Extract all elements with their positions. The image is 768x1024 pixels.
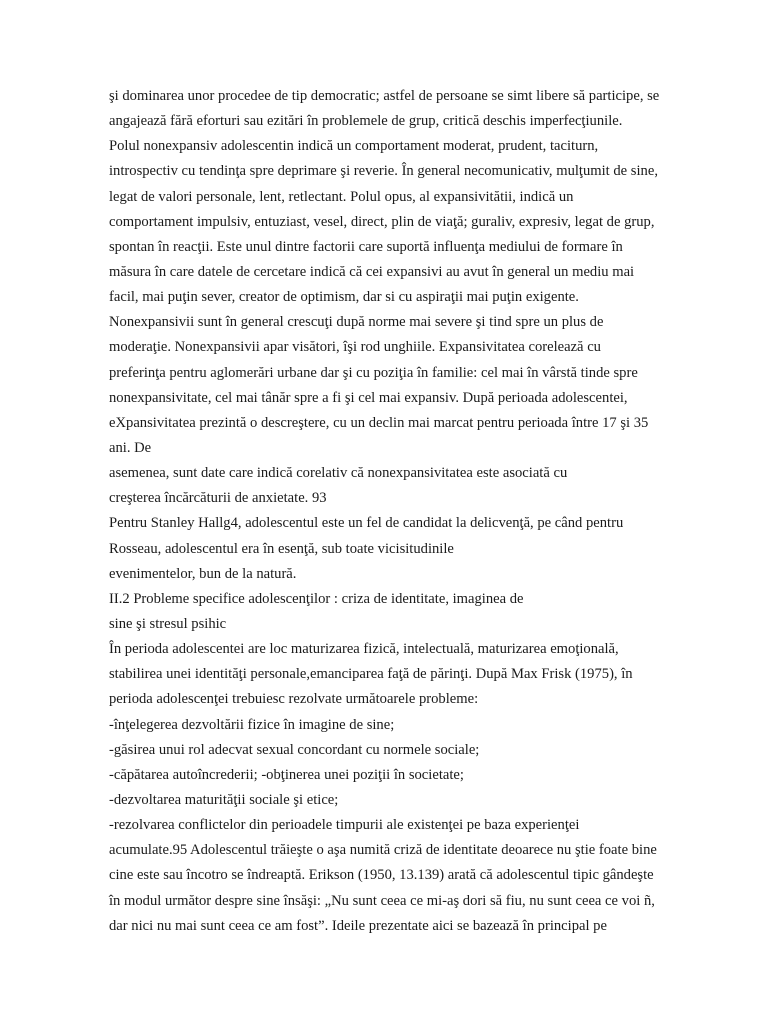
text-line: creşterea încărcăturii de anxietate. 93 [109,490,327,507]
text-line: angajează fără eforturi sau ezitări în problemele de grup, critică deschis imperfecţiunile. [109,113,623,130]
text-line: Nonexpansivii sunt în general crescuţi după norme mai severe şi tind spre un plus de [109,314,604,331]
list-item: -înţelegerea dezvoltării fizice în imagine de sine; [109,716,395,733]
text-line: legat de valori personale, lent, retlectant. Polul opus, al expansivitătii, indică un [109,188,574,205]
list-item: -rezolvarea conflictelor din perioadele timpurii ale existenţei pe baza experienţei [109,817,580,834]
text-line: măsura în care datele de cercetare indică că cei expansivi au avut în general un mediu mai [109,263,635,280]
text-line: perioda adolescenţei trebuiesc rezolvate următoarele probleme: [109,691,479,708]
list-item: -găsirea unui rol adecvat sexual concordant cu normele sociale; [109,741,480,758]
text-line: evenimentelor, bun de la natură. [109,565,297,582]
text-line: în modul următor despre sine însăşi: „Nu sunt ceea ce mi-aş dori să fiu, nu sunt ceea ce voi ñ, [109,892,655,909]
text-line: dar nici nu mai sunt ceea ce am fost”. Ideile prezentate aici se bazează în principal pe [109,917,607,934]
text-line: preferinţa pentru aglomerări urbane dar şi cu poziţia în familie: cel mai în vârstă tinde spre [109,364,638,381]
text-line: asemenea, sunt date care indică corelativ că nonexpansivitatea este asociată cu [109,465,568,482]
text-line: ani. De [109,439,152,456]
text-line: moderaţie. Nonexpansivii apar visători, îşi rod unghiile. Expansivitatea corelează cu [109,339,601,356]
text-line: facil, mai puţin sever, creator de optimism, dar si cu aspiraţii mai puţin exigente. [109,289,579,306]
text-line: comportament impulsiv, entuziast, vesel, direct, plin de viaţă; guraliv, expresiv, legat de grup, [109,213,655,230]
text-line: acumulate.95 Adolescentul trăieşte o aşa numită criză de identitate deoarece nu ştie foate bine [109,842,657,859]
text-line: În perioda adolescentei are loc maturizarea fizică, intelectuală, maturizarea emoţională, [109,641,619,658]
body-text [109,84,709,939]
list-item: -dezvoltarea maturităţii sociale şi etice; [109,791,339,808]
section-heading-line: sine şi stresul psihic [109,615,227,632]
text-line: cine este sau încotro se îndreaptă. Erikson (1950, 13.139) arată că adolescentul tipic gândeşte [109,867,654,884]
list-item: -căpătarea autoîncrederii; -obţinerea unei poziţii în societate; [109,766,464,783]
section-heading-line: II.2 Probleme specifice adolescenţilor : criza de identitate, imaginea de [109,590,524,607]
text-line: şi dominarea unor procedee de tip democratic; astfel de persoane se simt libere să participe, se [109,88,660,104]
text-line: Rosseau, adolescentul era în esenţă, sub toate vicisitudinile [109,540,454,557]
text-line: introspectiv cu tendinţa spre deprimare şi reverie. În general necomunicativ, mulţumit de sine, [109,163,658,180]
text-line: eXpansivitatea prezintă o descreştere, cu un declin mai marcat pentru perioada între 17 şi 35 [109,414,649,431]
text-line: Polul nonexpansiv adolescentin indică un comportament moderat, prudent, taciturn, [109,138,599,155]
text-line: stabilirea unei identităţi personale,emanciparea faţă de părinţi. După Max Frisk (1975), în [109,666,633,683]
text-line: spontan în reacţii. Este unul dintre factorii care suportă influenţa mediului de formare în [109,238,623,255]
text-line: nonexpansivitate, cel mai tânăr spre a fi şi cel mai expansiv. După perioada adolescentei, [109,389,628,406]
text-line: Pentru Stanley Hallg4, adolescentul este un fel de candidat la delicvenţă, pe când pentru [109,515,624,532]
